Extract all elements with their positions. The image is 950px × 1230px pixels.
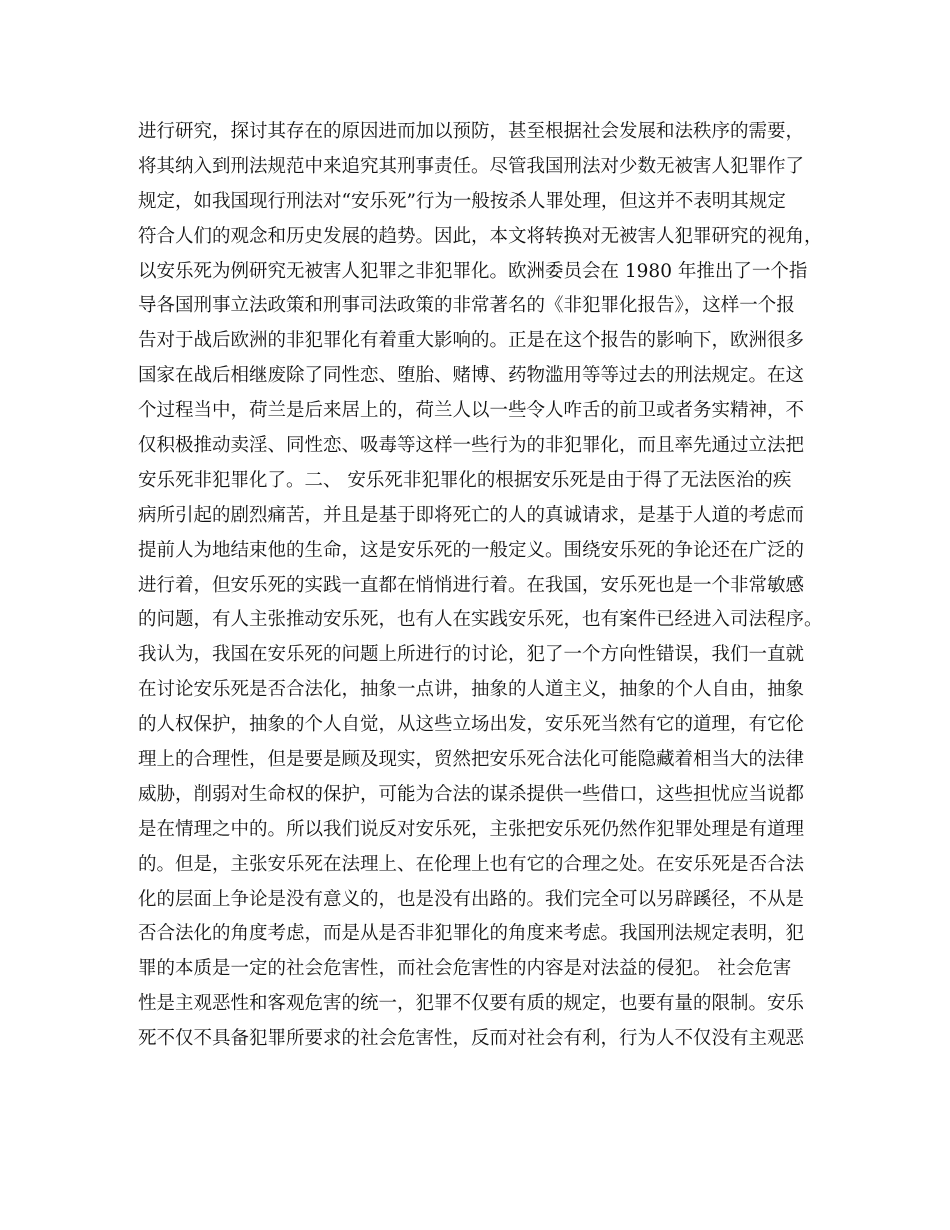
text-line: 个过程当中，荷兰是后来居上的，荷兰人以一些令人咋舌的前卫或者务实精神，不 [138, 400, 805, 422]
text-line: 死不仅不具备犯罪所要求的社会危害性，反而对社会有利，行为人不仅没有主观恶 [138, 1028, 805, 1050]
text-line: 导各国刑事立法政策和刑事司法政策的非常著名的《非犯罪化报告》，这样一个报 [138, 295, 795, 317]
text-line: 进行着，但安乐死的实践一直都在悄悄进行着。在我国，安乐死也是一个非常敏感 [138, 574, 805, 596]
text-line: 的问题，有人主张推动安乐死，也有人在实践安乐死，也有案件已经进入司法程序。 [138, 609, 823, 631]
text-line: 提前人为地结束他的生命，这是安乐死的一般定义。围绕安乐死的争论还在广泛的 [138, 539, 805, 561]
text-line: 在讨论安乐死是否合法化，抽象一点讲，抽象的人道主义，抽象的个人自由，抽象 [138, 679, 805, 701]
text-line: 性是主观恶性和客观危害的统一，犯罪不仅要有质的规定，也要有量的限制。安乐 [138, 993, 805, 1015]
text-line: 罪的本质是一定的社会危害性，而社会危害性的内容是对法益的侵犯。 社会危害 [138, 958, 792, 980]
text-line: 的人权保护，抽象的个人自觉，从这些立场出发，安乐死当然有它的道理，有它伦 [138, 714, 805, 736]
body-text [138, 115, 828, 1057]
text-line: 是在情理之中的。所以我们说反对安乐死，主张把安乐死仍然作犯罪处理是有道理 [138, 818, 805, 840]
text-line: 将其纳入到刑法规范中来追究其刑事责任。尽管我国刑法对少数无被害人犯罪作了 [138, 155, 805, 177]
text-line: 病所引起的剧烈痛苦，并且是基于即将死亡的人的真诚请求，是基于人道的考虑而 [138, 504, 805, 526]
text-line: 理上的合理性，但是要是顾及现实，贸然把安乐死合法化可能隐藏着相当大的法律 [138, 749, 805, 771]
text-line: 符合人们的观念和历史发展的趋势。因此，本文将转换对无被害人犯罪研究的视角， [138, 225, 823, 247]
text-line: 威胁，削弱对生命权的保护，可能为合法的谋杀提供一些借口，这些担忧应当说都 [138, 783, 805, 805]
text-line: 仅积极推动卖淫、同性恋、吸毒等这样一些行为的非犯罪化，而且率先通过立法把 [138, 435, 805, 457]
text-line: 化的层面上争论是没有意义的，也是没有出路的。我们完全可以另辟蹊径，不从是 [138, 888, 805, 910]
text-line: 进行研究，探讨其存在的原因进而加以预防，甚至根据社会发展和法秩序的需要， [138, 121, 805, 142]
text-line: 规定，如我国现行刑法对“安乐死”行为一般按杀人罪处理，但这并不表明其规定 [138, 190, 786, 212]
text-line: 国家在战后相继废除了同性恋、堕胎、赌博、药物滥用等等过去的刑法规定。在这 [138, 365, 805, 387]
text-line: 告对于战后欧洲的非犯罪化有着重大影响的。正是在这个报告的影响下，欧洲很多 [138, 330, 805, 352]
text-line: 以安乐死为例研究无被害人犯罪之非犯罪化。欧洲委员会在 1980 年推出了一个指 [138, 260, 808, 282]
text-line: 安乐死非犯罪化了。二、 安乐死非犯罪化的根据安乐死是由于得了无法医治的疾 [138, 469, 792, 491]
text-line: 的。但是，主张安乐死在法理上、在伦理上也有它的合理之处。在安乐死是否合法 [138, 853, 805, 875]
text-line: 否合法化的角度考虑，而是从是否非犯罪化的角度来考虑。我国刑法规定表明，犯 [138, 923, 805, 945]
text-line: 我认为，我国在安乐死的问题上所进行的讨论，犯了一个方向性错误，我们一直就 [138, 644, 805, 666]
